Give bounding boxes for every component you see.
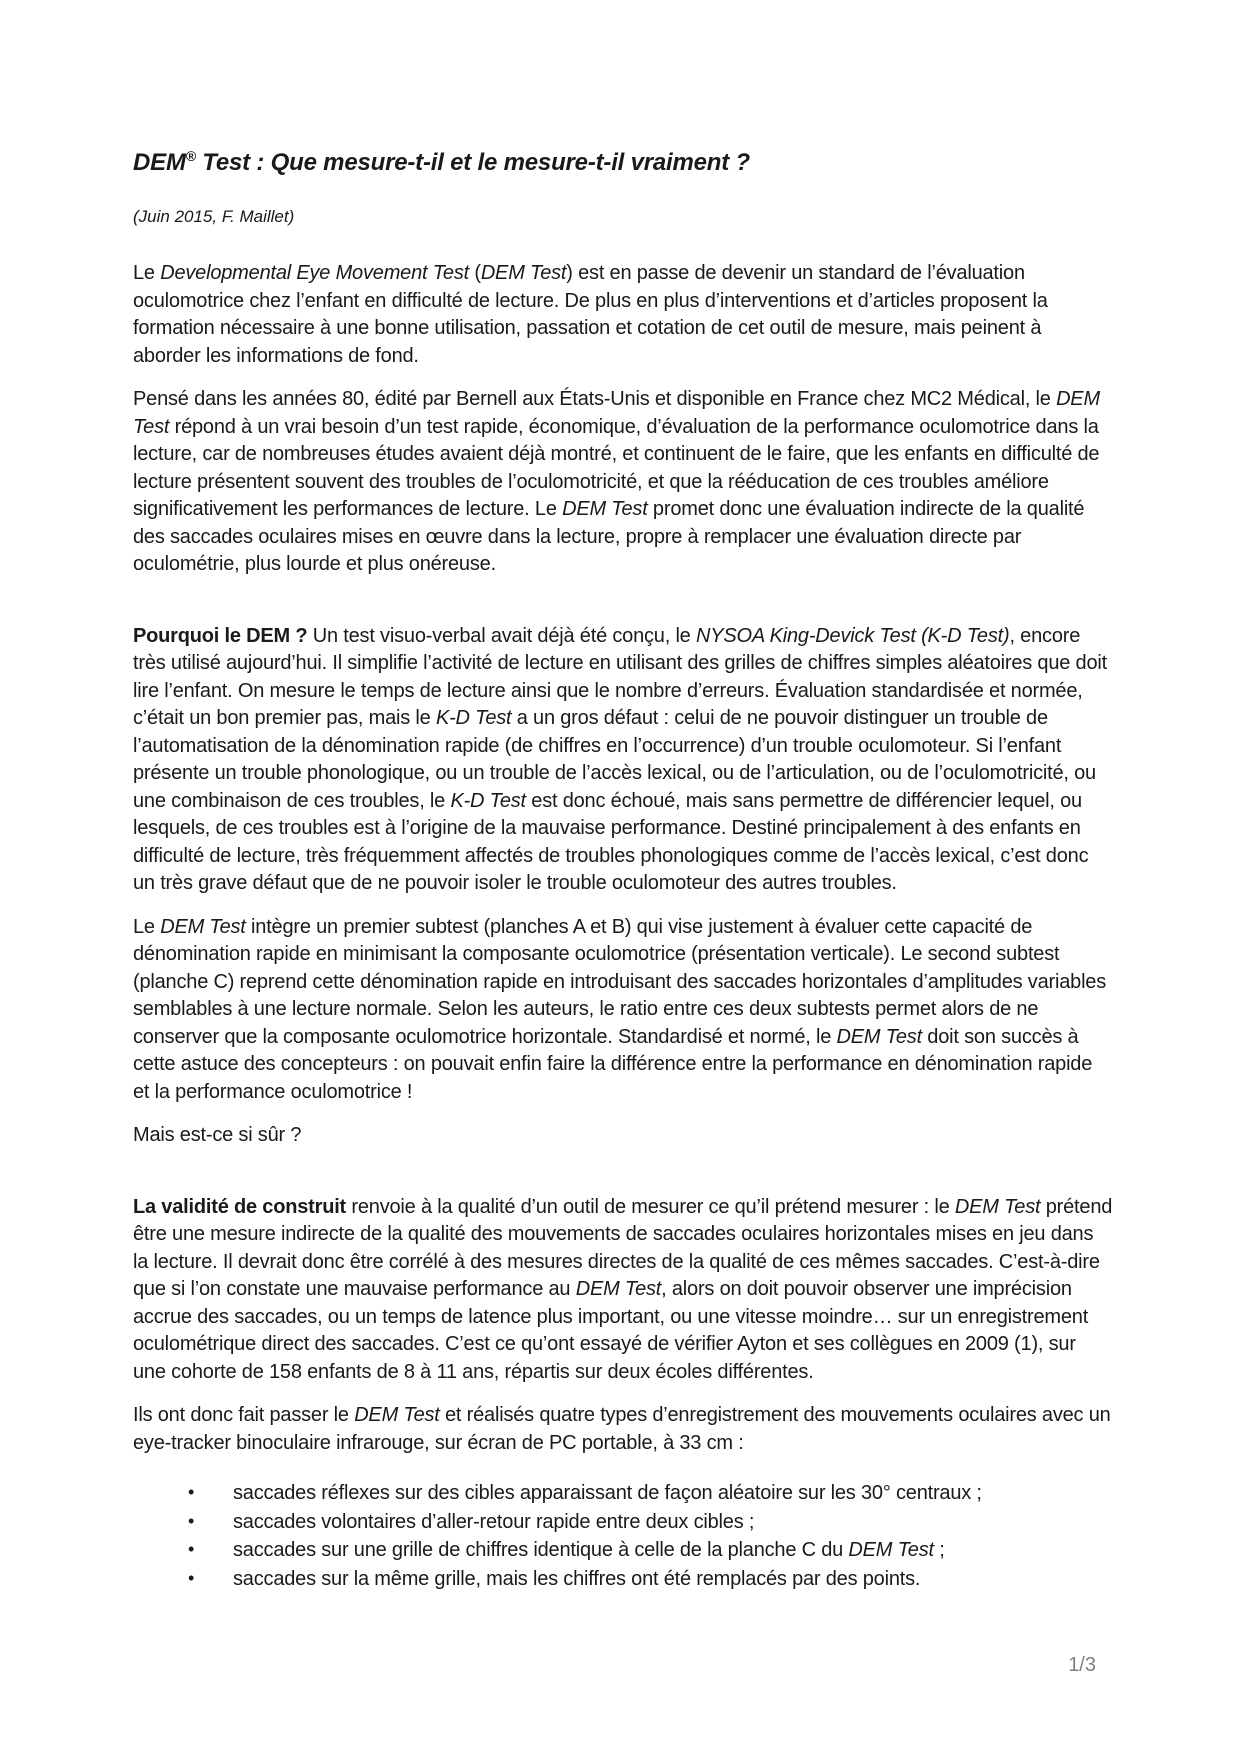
page-number: 1/3 (1068, 1654, 1096, 1676)
bullet-icon: • (188, 1567, 195, 1588)
body-text (133, 260, 1113, 1593)
bullet-item (133, 1565, 1113, 1594)
body-paragraph: Pourquoi le DEM ? Un test visuo-verbal avait déjà été conçu, le NYSOA King-Devick Test (K-D Test), encore très utilisé aujourd’hui. Il simplifie l’activité de lecture en utilisant des grilles de chiffres simples aléatoires que doit lire l’enfant. On mesure le temps de lecture ainsi que le nombre d’erreurs. Évaluation standardisée et normée, c’était un bon premier pas, mais le K-D Test a un gros défaut : celui de ne pouvoir distinguer un trouble de l’automatisation de la dénomination rapide (de chiffres en l’occurrence) d’un trouble oculomoteur. Si l’enfant présente un trouble phonologique, ou un trouble de l’accès lexical, ou de l’articulation, ou de l’oculomotricité, ou une combinaison de ces troubles, le K-D Test est donc échoué, mais sans permettre de différencier lequel, ou lesquels, de ces troubles est à l’origine de la mauvaise performance. Destiné principalement à des enfants en difficulté de lecture, très fréquemment affectés de troubles phonologiques comme de l’accès lexical, c’est donc un très grave défaut que de ne pouvoir isoler le trouble oculomoteur des autres troubles. (133, 624, 1108, 894)
bullet-list (133, 1479, 1113, 1593)
bullet-text: saccades réflexes sur des cibles apparaissant de façon aléatoire sur les 30° centraux ; (233, 1482, 982, 1504)
bullet-icon: • (188, 1539, 195, 1559)
byline: (Juin 2015, F. Maillet) (133, 207, 295, 226)
body-paragraph: Mais est-ce si sûr ? (133, 1124, 302, 1146)
body-paragraph: Le Developmental Eye Movement Test (DEM Test) est en passe de devenir un standard de l’évaluation oculomotrice chez l’enfant en difficulté de lecture. De plus en plus d’interventions et d’articles proposent la formation nécessaire à une bonne utilisation, passation et cotation de cet outil de mesure, mais peinent à aborder les informations de fond. (133, 262, 1048, 367)
bullet-item (133, 1479, 1113, 1508)
bullet-text: saccades sur la même grille, mais les chiffres ont été remplacés par des points. (233, 1567, 921, 1590)
body-paragraph: Ils ont donc fait passer le DEM Test et réalisés quatre types d’enregistrement des mouvements oculaires avec un eye-tracker binoculaire infrarouge, sur écran de PC portable, à 33 cm : (133, 1404, 1111, 1454)
page-title: DEM® Test : Que mesure-t-il et le mesure-t-il vraiment ? (133, 148, 750, 176)
bullet-text: saccades volontaires d’aller-retour rapide entre deux cibles ; (233, 1510, 755, 1533)
bullet-item (133, 1536, 1113, 1565)
bullet-item (133, 1508, 1113, 1537)
body-paragraph: La validité de construit renvoie à la qualité d’un outil de mesurer ce qu’il prétend mesurer : le DEM Test prétend être une mesure indirecte de la qualité des mouvements de saccades oculaires horizontales mises en jeu dans la lecture. Il devrait donc être corrélé à des mesures directes de la qualité de ces mêmes saccades. C’est-à-dire que si l’on constate une mauvaise performance au DEM Test, alors on doit pouvoir observer une imprécision accrue des saccades, ou un temps de latence plus important, ou une vitesse moindre… sur un enregistrement oculométrique direct des saccades. C’est ce qu’ont essayé de vérifier Ayton et ses collègues en 2009 (1), sur une cohorte de 158 enfants de 8 à 11 ans, répartis sur deux écoles différentes. (133, 1195, 1113, 1383)
bullet-icon: • (188, 1482, 195, 1502)
bullet-text: saccades sur une grille de chiffres identique à celle de la planche C du DEM Test ; (233, 1539, 945, 1561)
body-paragraph: Pensé dans les années 80, édité par Bernell aux États-Unis et disponible en France chez MC2 Médical, le DEM Test répond à un vrai besoin d’un test rapide, économique, d’évaluation de la performance oculomotrice dans la lecture, car de nombreuses études avaient déjà montré, et continuent de le faire, que les enfants en difficulté de lecture présentent souvent des troubles de l’oculomotricité, et que la rééducation de ces troubles améliore significativement les performances de lecture. Le DEM Test promet donc une évaluation indirecte de la qualité des saccades oculaires mises en œuvre dans la lecture, propre à remplacer une évaluation directe par oculométrie, plus lourde et plus onéreuse. (133, 388, 1100, 575)
bullet-icon: • (188, 1510, 195, 1531)
body-paragraph: Le DEM Test intègre un premier subtest (planches A et B) qui vise justement à évaluer cette capacité de dénomination rapide en minimisant la composante oculomotrice (présentation verticale). Le second subtest (planche C) reprend cette dénomination rapide en introduisant des saccades horizontales d’amplitudes variables semblables à une lecture normale. Selon les auteurs, le ratio entre ces deux subtests permet alors de ne conserver que la composante oculomotrice horizontale. Standardisé et normé, le DEM Test doit son succès à cette astuce des concepteurs : on pouvait enfin faire la différence entre la performance en dénomination rapide et la performance oculomotrice ! (133, 915, 1107, 1103)
